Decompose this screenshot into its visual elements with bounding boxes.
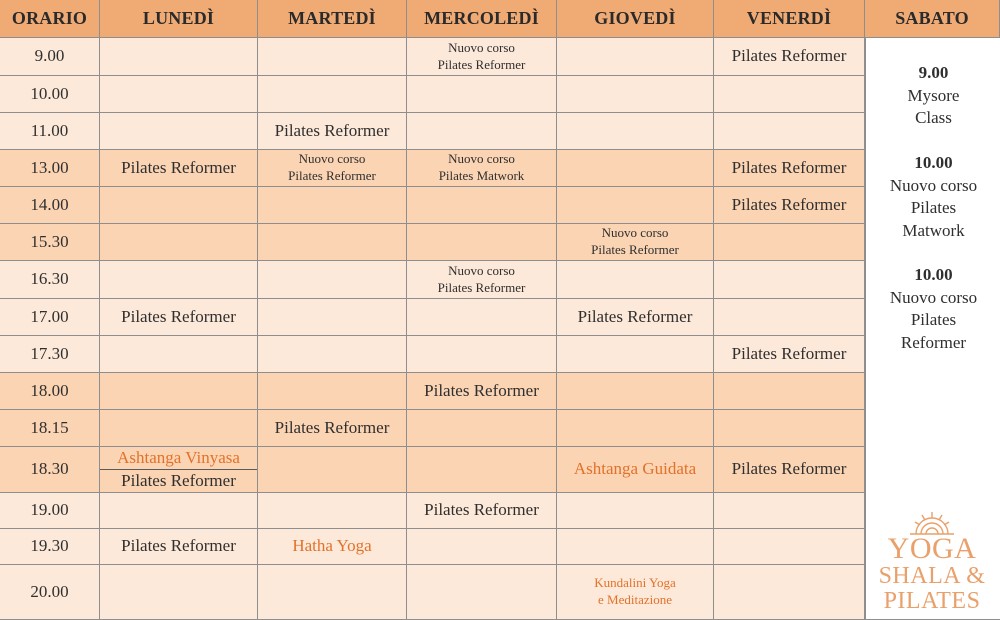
class-name-line: Pilates Reformer	[274, 417, 390, 437]
class-cell	[100, 565, 258, 620]
class-name-line: e Meditazione	[598, 592, 672, 607]
class-cell	[714, 224, 865, 261]
class-cell	[407, 410, 557, 447]
class-cell	[258, 336, 407, 373]
class-name-line: Ashtanga Guidata	[573, 459, 697, 479]
time-cell: 19.30	[0, 529, 100, 565]
class-cell	[714, 410, 865, 447]
class-cell	[557, 373, 714, 410]
class-name-line: Pilates Reformer	[731, 459, 847, 479]
class-cell	[557, 447, 714, 493]
class-cell	[407, 261, 557, 299]
class-cell	[258, 373, 407, 410]
class-cell	[714, 76, 865, 113]
header-day-6: SABATO	[865, 0, 1000, 38]
class-name-line: Kundalini Yoga	[594, 575, 676, 591]
class-cell	[557, 187, 714, 224]
class-cell	[557, 529, 714, 565]
class-cell	[258, 447, 407, 493]
class-cell	[714, 113, 865, 150]
class-cell	[100, 187, 258, 224]
saturday-class-line: Nuovo corso	[889, 287, 978, 307]
class-cell	[258, 150, 407, 187]
class-cell	[100, 150, 258, 187]
class-name-line: Pilates Reformer	[121, 536, 236, 556]
class-name-line: Hatha Yoga	[292, 536, 372, 556]
class-cell	[714, 299, 865, 336]
class-cell	[258, 299, 407, 336]
class-cell	[258, 187, 407, 224]
saturday-class-time: 9.00	[918, 63, 949, 82]
class-cell	[557, 261, 714, 299]
class-name-line: Pilates Reformer	[274, 120, 390, 140]
time-cell: 17.00	[0, 299, 100, 336]
class-cell	[407, 76, 557, 113]
class-cell	[258, 38, 407, 76]
saturday-class-time: 10.00	[914, 265, 953, 284]
class-name-line: Nuovo corso	[601, 225, 669, 241]
saturday-class-line: Mysore	[907, 85, 960, 105]
time-cell: 20.00	[0, 565, 100, 620]
class-name-line: Pilates Matwork	[438, 168, 525, 183]
header-orario: ORARIO	[0, 0, 100, 38]
logo-line-yoga: YOGA	[887, 532, 977, 565]
class-cell	[407, 38, 557, 76]
class-cell	[557, 336, 714, 373]
class-cell	[407, 187, 557, 224]
class-cell	[258, 529, 407, 565]
saturday-class-line: Matwork	[902, 220, 965, 240]
header-day-5: VENERDÌ	[714, 0, 865, 38]
saturday-class-line: Reformer	[900, 332, 967, 352]
class-name: Pilates Reformer	[121, 470, 236, 490]
class-cell	[100, 493, 258, 529]
class-cell	[258, 224, 407, 261]
class-name-line: Pilates Reformer	[121, 157, 236, 177]
time-cell: 18.15	[0, 410, 100, 447]
saturday-class-1	[866, 62, 1000, 130]
class-cell	[714, 373, 865, 410]
logo-line-pilates: PILATES	[883, 588, 981, 614]
saturday-class-3	[866, 264, 1000, 354]
class-cell	[714, 336, 865, 373]
class-name-line: Pilates Reformer	[577, 306, 693, 326]
class-cell	[714, 261, 865, 299]
class-name-line: Pilates Reformer	[731, 157, 847, 177]
class-cell	[100, 410, 258, 447]
time-cell: 13.00	[0, 150, 100, 187]
time-cell: 19.00	[0, 493, 100, 529]
class-name-line: Nuovo corso	[448, 39, 515, 55]
class-cell	[557, 299, 714, 336]
class-cell	[407, 373, 557, 410]
class-cell	[258, 410, 407, 447]
class-name-line: Pilates Reformer	[591, 242, 679, 257]
class-cell	[407, 150, 557, 187]
class-name-line: Nuovo corso	[448, 262, 515, 278]
class-cell	[100, 336, 258, 373]
class-cell	[407, 113, 557, 150]
class-cell	[258, 261, 407, 299]
class-cell	[714, 493, 865, 529]
logo-line-shala: SHALA &	[878, 563, 986, 589]
time-cell: 15.30	[0, 224, 100, 261]
class-cell	[258, 76, 407, 113]
class-cell	[557, 76, 714, 113]
class-cell	[100, 113, 258, 150]
class-cell	[258, 493, 407, 529]
class-name: Ashtanga Vinyasa	[100, 447, 257, 470]
class-cell	[100, 38, 258, 76]
class-name-line: Pilates Reformer	[731, 46, 847, 66]
header-day-1: LUNEDÌ	[100, 0, 258, 38]
saturday-class-line: Pilates	[910, 310, 957, 329]
class-name-line: Pilates Reformer	[437, 56, 526, 72]
class-name-line: Pilates Reformer	[731, 343, 847, 363]
class-cell	[407, 224, 557, 261]
saturday-class-line: Pilates	[910, 198, 957, 217]
class-cell	[557, 38, 714, 76]
class-name-line: Nuovo corso	[448, 151, 515, 167]
saturday-class-2	[866, 152, 1000, 242]
time-cell: 18.30	[0, 447, 100, 493]
class-cell	[100, 447, 258, 493]
class-name-line: Nuovo corso	[298, 151, 366, 167]
class-cell	[714, 150, 865, 187]
class-name-line: Pilates Reformer	[437, 279, 526, 295]
time-cell: 14.00	[0, 187, 100, 224]
class-cell	[407, 493, 557, 529]
class-cell	[557, 493, 714, 529]
class-cell	[714, 187, 865, 224]
class-cell	[557, 410, 714, 447]
class-cell	[714, 38, 865, 76]
yoga-shala-pilates-logo	[870, 508, 994, 614]
class-cell	[258, 113, 407, 150]
split-class-cell	[100, 447, 257, 492]
header-day-4: GIOVEDÌ	[557, 0, 714, 38]
class-cell	[100, 529, 258, 565]
class-cell	[100, 373, 258, 410]
time-cell: 17.30	[0, 336, 100, 373]
class-cell	[557, 113, 714, 150]
time-cell: 11.00	[0, 113, 100, 150]
class-cell	[407, 299, 557, 336]
class-cell	[714, 565, 865, 620]
class-cell	[557, 150, 714, 187]
class-name-line: Pilates Reformer	[424, 380, 539, 400]
class-cell	[407, 336, 557, 373]
time-cell: 10.00	[0, 76, 100, 113]
class-name-line: Pilates Reformer	[424, 500, 539, 520]
class-cell	[407, 565, 557, 620]
saturday-class-line: Nuovo corso	[889, 175, 978, 195]
class-cell	[100, 76, 258, 113]
class-cell	[714, 447, 865, 493]
class-cell	[407, 529, 557, 565]
time-cell: 16.30	[0, 261, 100, 299]
class-cell	[258, 565, 407, 620]
time-cell: 9.00	[0, 38, 100, 76]
saturday-class-line: Class	[915, 108, 952, 127]
class-cell	[557, 565, 714, 620]
time-cell: 18.00	[0, 373, 100, 410]
header-day-2: MARTEDÌ	[258, 0, 407, 38]
class-name-line: Pilates Reformer	[288, 168, 376, 183]
saturday-class-time: 10.00	[914, 153, 953, 172]
class-cell	[714, 529, 865, 565]
class-name-line: Pilates Reformer	[121, 306, 236, 326]
class-cell	[100, 224, 258, 261]
class-cell	[100, 261, 258, 299]
class-cell	[407, 447, 557, 493]
class-cell	[557, 224, 714, 261]
class-cell	[100, 299, 258, 336]
header-day-3: MERCOLEDÌ	[407, 0, 557, 38]
class-name-line: Pilates Reformer	[731, 194, 847, 214]
